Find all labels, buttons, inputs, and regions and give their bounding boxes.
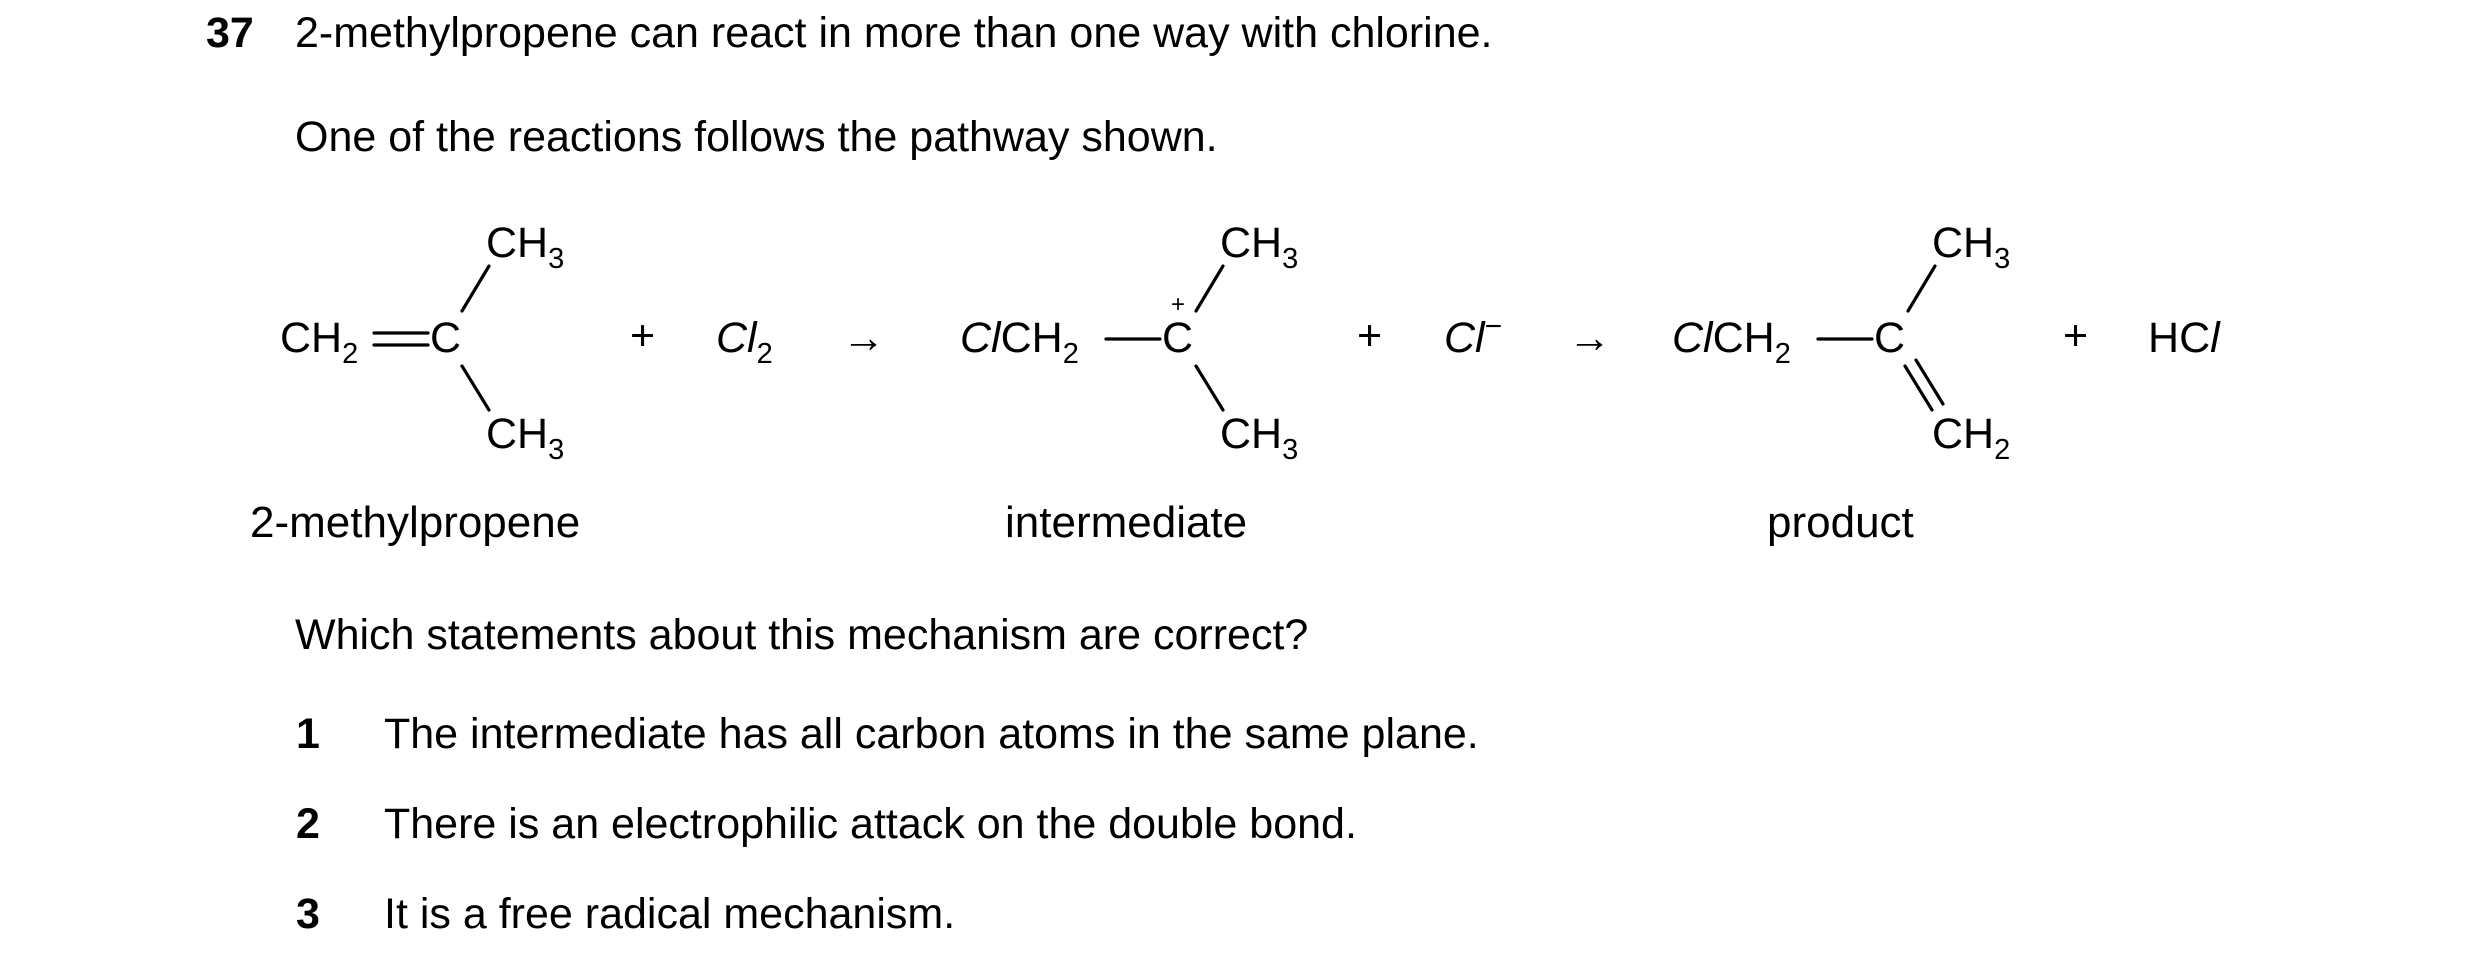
- product-bond-up: [1908, 266, 1935, 311]
- product-double-bond-b: [1916, 360, 1943, 404]
- intermediate-bond-up: [1196, 266, 1223, 311]
- intermediate-label: intermediate: [1005, 498, 1248, 547]
- reactant-structure: [280, 219, 564, 466]
- statement-1-text: The intermediate has all carbon atoms in the same plane.: [384, 710, 1479, 758]
- statement-2-number: 2: [296, 800, 320, 848]
- question-prompt: Which statements about this mechanism are correct?: [295, 611, 1309, 659]
- reactant-bond-up: [462, 266, 489, 311]
- reaction-arrow-2: →: [1568, 314, 1611, 362]
- reactant-ch3-top: $CH_3$: [486, 219, 565, 275]
- statement-3-text: It is a free radical mechanism.: [384, 890, 956, 938]
- product-structure: [1672, 219, 2010, 466]
- product-central-c: C: [1874, 314, 1906, 362]
- hydrogen-chloride: HCl: [2148, 314, 2220, 362]
- statement-1-number: 1: [296, 710, 320, 758]
- product-ch3-top: $CH_3$: [1932, 219, 2011, 275]
- reactant-central-c: C: [430, 314, 462, 362]
- plus-sign-3: +: [2063, 312, 2089, 360]
- reactant-bond-down: [462, 366, 489, 410]
- product-double-bond-a: [1905, 366, 1932, 410]
- reaction-arrow-1: →: [842, 314, 885, 362]
- product-clch2: ClCH$_2$: [1672, 314, 1791, 370]
- plus-sign-1: +: [630, 312, 656, 360]
- plus-sign-2: +: [1357, 312, 1383, 360]
- question-intro: One of the reactions follows the pathway shown.: [295, 113, 1218, 161]
- intermediate-structure: [960, 219, 1298, 466]
- statement-2-text: There is an electrophilic attack on the double bond.: [384, 800, 1357, 848]
- intermediate-bond-down: [1196, 366, 1223, 410]
- statement-3-number: 3: [296, 890, 320, 938]
- reactant-ch2: $CH_2$: [280, 314, 359, 370]
- question-number: 37: [206, 9, 254, 57]
- carbocation-charge: +: [1171, 291, 1186, 318]
- intermediate-ch3-top: $CH_3$: [1220, 219, 1299, 275]
- chlorine-molecule: $Cl_2$: [716, 314, 773, 370]
- intermediate-ch3-bottom: $CH_3$: [1220, 410, 1299, 466]
- reactant-label: 2-methylpropene: [250, 498, 581, 547]
- product-label: product: [1767, 498, 1914, 547]
- product-ch2-bottom: $CH_2$: [1932, 410, 2011, 466]
- reactant-ch3-bottom: $CH_3$: [486, 410, 565, 466]
- intermediate-clch2: ClCH$_2$: [960, 314, 1079, 370]
- intermediate-central-c: C: [1162, 314, 1194, 362]
- question-stem: 2-methylpropene can react in more than one way with chlorine.: [295, 9, 1493, 57]
- chloride-ion: Cl−: [1444, 310, 1503, 362]
